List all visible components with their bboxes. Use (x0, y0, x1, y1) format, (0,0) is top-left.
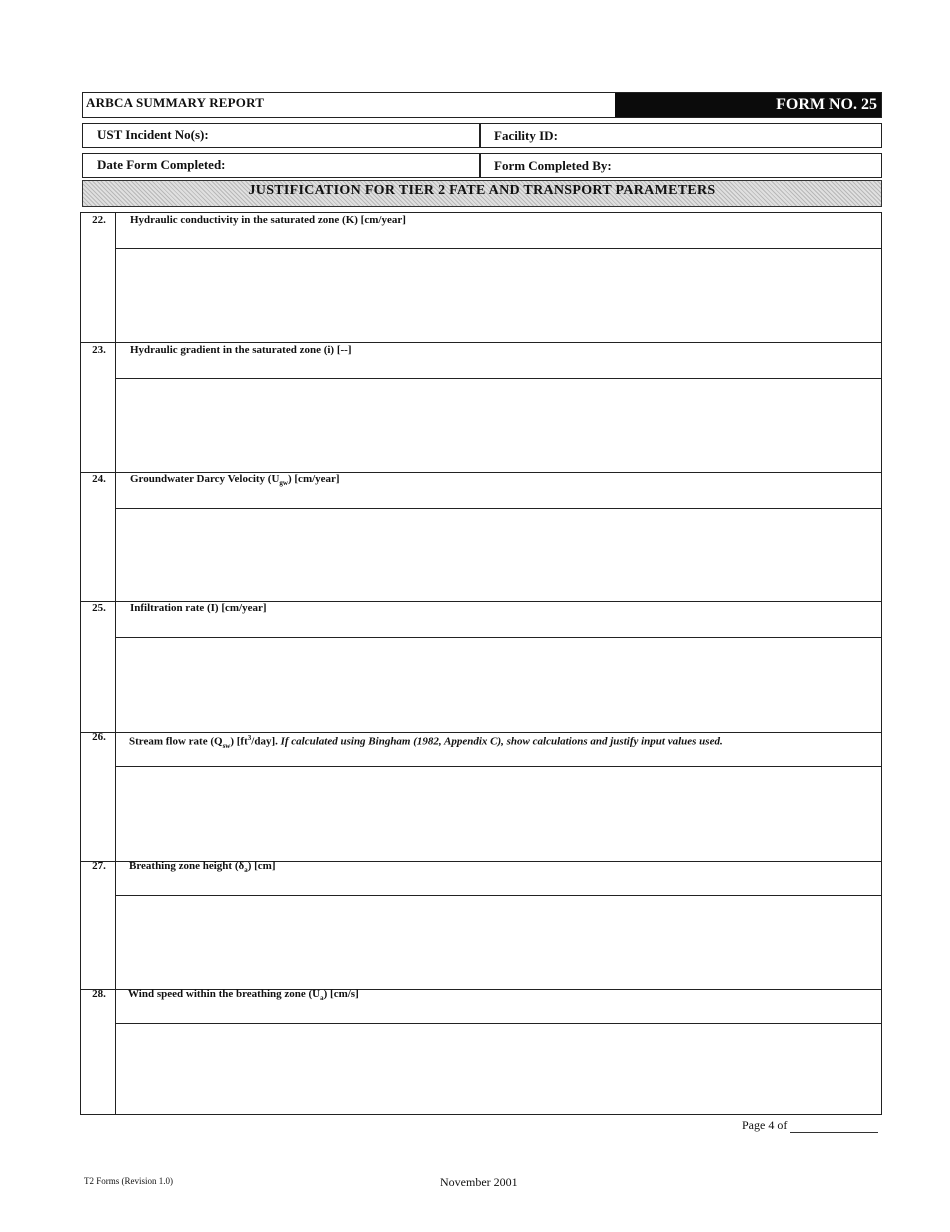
facility-label: Facility ID: (494, 128, 558, 143)
item-number-26: 26. (92, 731, 106, 743)
page-total-blank[interactable] (790, 1132, 878, 1133)
item-label-27: Breathing zone height $(\delta_a)$ [cm] (129, 860, 276, 875)
footer-revision: T2 Forms (Revision 1.0) (84, 1176, 173, 1186)
answer-area-25[interactable] (116, 638, 881, 732)
item-label-24: Groundwater Darcy Velocity $(U_{gw})$ [cm/year] (130, 473, 340, 488)
answer-area-28[interactable] (116, 1024, 881, 1114)
row-divider (80, 342, 882, 343)
item-number-25: 25. (92, 602, 106, 614)
answer-area-23[interactable] (116, 379, 881, 472)
item-label-23: Hydraulic gradient in the saturated zone (i) [--] (130, 344, 352, 356)
item-label-25: Infiltration rate (I) [cm/year] (130, 602, 267, 614)
item-label-26: Stream flow rate $(Q_{sw})$ $[ft^3/day]$. If calculated using Bingham (1982, Appendix C), show calculations and justify input values used. (129, 734, 723, 750)
section-title: JUSTIFICATION FOR TIER 2 FATE AND TRANSPORT PARAMETERS (248, 183, 716, 198)
page-number: Page 4 of (742, 1118, 788, 1132)
answer-area-22[interactable] (116, 249, 881, 342)
item-number-24: 24. (92, 473, 106, 485)
item-number-22: 22. (92, 214, 106, 226)
incident-label: UST Incident No(s): (97, 127, 209, 142)
item-label-22: Hydraulic conductivity in the saturated zone (K) [cm/year] (130, 214, 406, 226)
footer-date: November 2001 (440, 1175, 518, 1189)
completed-by-label: Form Completed By: (494, 158, 612, 173)
report-title: ARBCA SUMMARY REPORT (86, 95, 265, 110)
item-number-28: 28. (92, 988, 106, 1000)
item-number-27: 27. (92, 860, 106, 872)
answer-area-24[interactable] (116, 509, 881, 601)
date-label: Date Form Completed: (97, 157, 226, 172)
item-label-28: Wind speed within the breathing zone $(U_a)$ [cm/s] (128, 988, 359, 1003)
item-number-23: 23. (92, 344, 106, 356)
form-number: FORM NO. 25 (615, 93, 881, 117)
answer-area-27[interactable] (116, 896, 881, 989)
row-divider (80, 732, 882, 733)
answer-area-26[interactable] (116, 767, 881, 861)
